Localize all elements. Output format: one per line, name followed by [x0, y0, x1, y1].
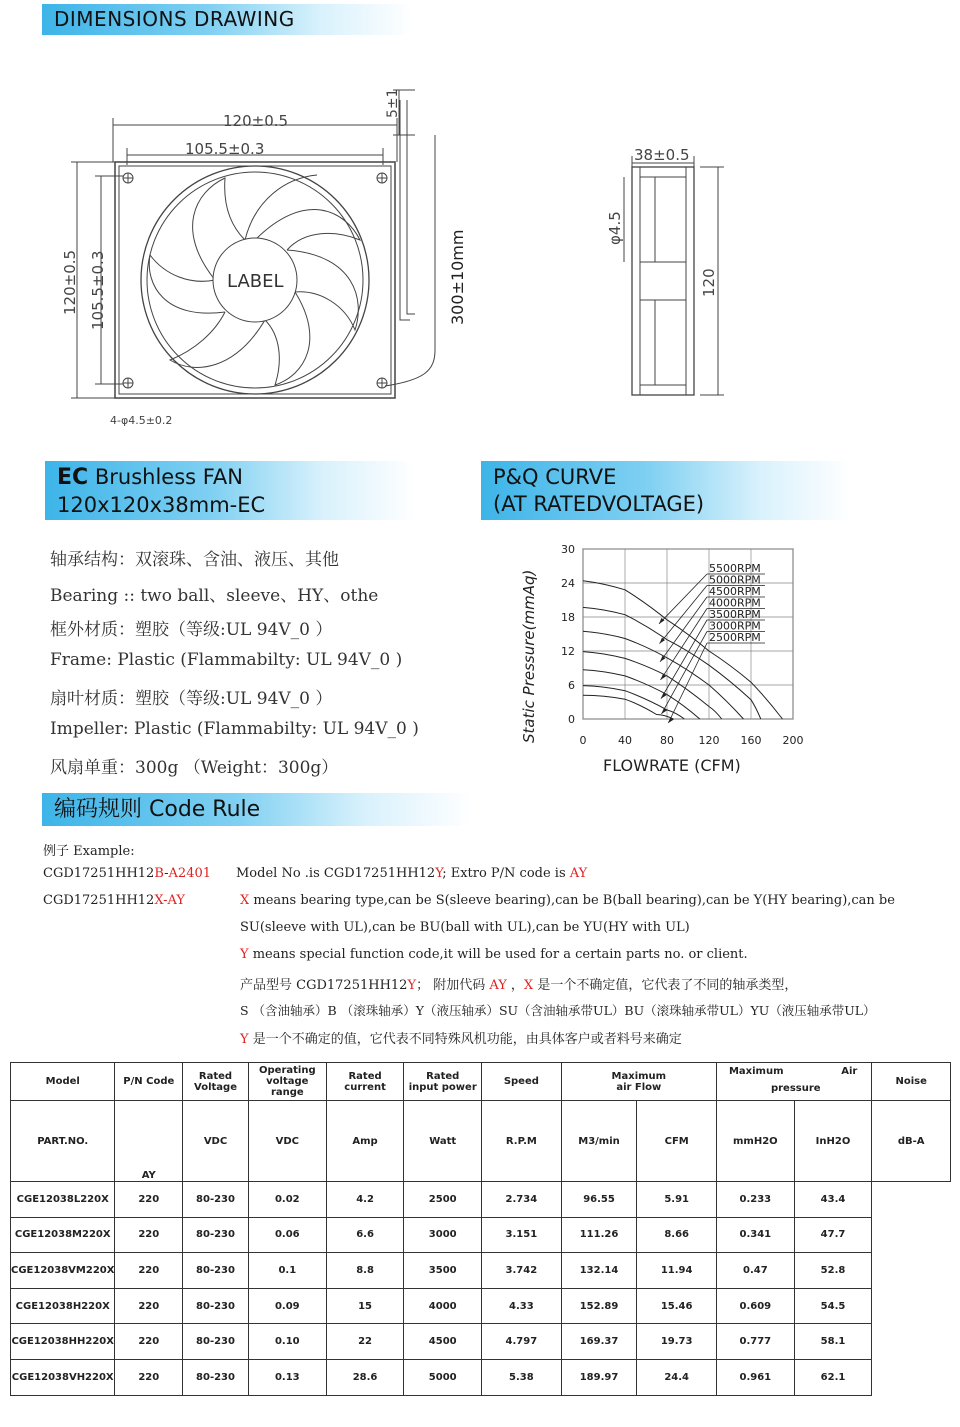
rule-line-6: S （含油轴承）B （滚珠轴承）Y（液压轴承）SU（含油轴承带UL）BU（滚珠轴承带UL）YU（液压轴承带UL）	[240, 1003, 876, 1018]
pq-ytick-label: 12	[561, 645, 575, 658]
table-cell: 4.2	[326, 1182, 404, 1218]
table-cell-model: CGE12038H220X	[11, 1288, 115, 1324]
rule-line-2	[240, 893, 895, 908]
example-code-2-base: CGD17251HH12	[43, 893, 155, 908]
th-pressure-1: Maximum	[728, 1066, 784, 1077]
th-pressure-3: pressure	[770, 1083, 821, 1094]
th-airflow-2: air Flow	[616, 1081, 662, 1093]
table-cell: 80-230	[183, 1182, 249, 1218]
table-cell: 132.14	[561, 1253, 637, 1289]
pq-chart	[510, 538, 840, 783]
rule-line-2-x: X	[240, 893, 250, 908]
rule-line-7	[240, 1028, 682, 1047]
rule-line-3: SU(sleeve with UL),can be BU(ball with UL),can be YU(HY with UL)	[240, 920, 690, 935]
table-cell-model: CGE12038VH220X	[11, 1359, 115, 1395]
table-cell: 8.66	[637, 1217, 717, 1253]
pq-legend-leader	[659, 574, 707, 624]
spec-table	[10, 1062, 951, 1396]
pq-legend-label: 5000RPM	[709, 573, 761, 587]
th-operating-range-1: Operating	[259, 1065, 316, 1076]
table-cell: 80-230	[183, 1324, 249, 1360]
pq-legend-label: 5500RPM	[709, 562, 761, 575]
example-code-1-b: B	[154, 866, 165, 881]
rule-line-5-b: ； 附加代码	[416, 978, 490, 993]
table-cell: 6.6	[326, 1217, 404, 1253]
dim-side-height: 120	[700, 268, 718, 297]
table-cell: 0.47	[716, 1253, 794, 1289]
unit-vdc: VDC	[183, 1101, 249, 1182]
th-rated-voltage-1: Rated	[198, 1070, 233, 1082]
table-cell: 169.37	[561, 1324, 637, 1360]
table-cell: 3.742	[482, 1253, 562, 1289]
table-row	[11, 1359, 951, 1395]
example-code-1	[43, 866, 211, 881]
th-airflow-1: Maximum	[611, 1070, 667, 1082]
table-cell: 28.6	[326, 1359, 404, 1395]
pq-legend-leader	[668, 643, 707, 723]
table-cell: 0.1	[248, 1253, 326, 1289]
pq-chart-ticks	[561, 543, 804, 747]
fan-header	[45, 461, 415, 520]
pq-ytick-label: 30	[561, 543, 575, 556]
table-cell: 220	[115, 1182, 183, 1218]
example-code-2	[43, 893, 185, 908]
table-cell: 0.02	[248, 1182, 326, 1218]
fan-header-ec: EC	[57, 465, 89, 490]
pq-legend-arrowhead	[668, 717, 674, 723]
pq-xtick-label: 120	[698, 734, 720, 747]
th-speed: Speed	[482, 1063, 562, 1101]
table-cell-model: CGE12038M220X	[11, 1217, 115, 1253]
rule-line-7-y: Y	[240, 1032, 249, 1047]
dim-side-hole: φ4.5	[606, 211, 624, 245]
pq-legend-label: 4500RPM	[709, 585, 761, 598]
table-cell: 62.1	[794, 1359, 872, 1395]
table-cell: 0.06	[248, 1217, 326, 1253]
pq-header	[481, 461, 851, 520]
table-header-row	[11, 1063, 951, 1101]
table-row	[11, 1253, 951, 1289]
table-row	[11, 1217, 951, 1253]
th-rated-voltage	[183, 1063, 249, 1101]
table-cell: 5.38	[482, 1359, 562, 1395]
pq-header-line2: (AT RATEDVOLTAGE)	[493, 492, 705, 516]
table-cell: 8.8	[326, 1253, 404, 1289]
dim-front-width-inner: 105.5±0.3	[185, 140, 265, 158]
code-rule-title: 编码规则 Code Rule	[54, 797, 261, 822]
rule-line-1-y: Y	[435, 866, 443, 881]
rule-line-4-y: Y	[240, 947, 249, 962]
dimensions-title: DIMENSIONS DRAWING	[54, 7, 295, 31]
rule-line-5-x: X	[523, 978, 534, 993]
table-cell: 3.151	[482, 1217, 562, 1253]
table-cell: 24.4	[637, 1359, 717, 1395]
pq-ytick-label: 6	[568, 679, 575, 692]
rule-line-5-c: ，	[506, 978, 524, 993]
table-body	[11, 1182, 951, 1396]
rule-line-4	[240, 947, 748, 962]
table-cell: 220	[115, 1253, 183, 1289]
table-cell: 0.777	[716, 1324, 794, 1360]
dim-front-width-outer: 120±0.5	[223, 112, 289, 130]
spec-impeller-cn: 扇叶材质：塑胶（等级:UL 94V_0 ）	[50, 689, 333, 709]
dim-lead: 5±1	[385, 88, 401, 118]
pq-series-line	[583, 695, 673, 719]
example-code-1-base: CGD17251HH12	[43, 866, 155, 881]
fan-header-line1: Brushless FAN	[88, 465, 244, 489]
rule-line-2-text: means bearing type,can be S(sleeve bearing),can be B(ball bearing),can be Y(HY bearing),can be	[249, 893, 895, 908]
table-cell: 220	[115, 1217, 183, 1253]
table-cell-model: CGE12038HH220X	[11, 1324, 115, 1360]
table-cell: 11.94	[637, 1253, 717, 1289]
table-cell: 58.1	[794, 1324, 872, 1360]
table-cell: 96.55	[561, 1182, 637, 1218]
table-cell: 19.73	[637, 1324, 717, 1360]
dim-side-depth: 38±0.5	[634, 146, 690, 164]
table-cell: 0.341	[716, 1217, 794, 1253]
pq-legend-arrowhead	[662, 708, 668, 714]
front-view-drawing	[55, 80, 475, 440]
pq-legend-label: 2500RPM	[709, 631, 761, 644]
dim-holes: 4-φ4.5±0.2	[110, 414, 173, 427]
pq-xtick-label: 80	[660, 734, 674, 747]
pq-chart-legend	[659, 562, 765, 723]
table-cell: 80-230	[183, 1359, 249, 1395]
table-cell: 111.26	[561, 1217, 637, 1253]
pq-legend-label: 3500RPM	[709, 608, 761, 621]
table-cell: 0.609	[716, 1288, 794, 1324]
table-row	[11, 1182, 951, 1218]
table-cell: 80-230	[183, 1253, 249, 1289]
pq-legend-label: 4000RPM	[709, 596, 761, 610]
pq-chart-ylabel: Static Pressure(mmAq)	[520, 569, 538, 743]
table-cell: 0.10	[248, 1324, 326, 1360]
unit-m3min: M3/min	[561, 1101, 637, 1182]
pq-ytick-label: 18	[561, 611, 575, 624]
table-cell: 0.233	[716, 1182, 794, 1218]
pq-xtick-label: 0	[579, 734, 587, 747]
example-code-1-dash: -	[164, 866, 169, 881]
rule-line-5	[240, 974, 797, 993]
spec-weight: 风扇单重：300g （Weight：300g）	[50, 758, 339, 778]
th-rated-voltage-2: Voltage	[194, 1081, 237, 1093]
fan-header-line2: 120x120x38mm-EC	[57, 493, 266, 517]
pq-legend-leader	[660, 586, 708, 644]
table-cell: 152.89	[561, 1288, 637, 1324]
spec-bearing-en: Bearing :: two ball、sleeve、HY、othe	[50, 586, 379, 606]
pq-legend-label: 3000RPM	[709, 619, 761, 633]
pq-xtick-label: 40	[618, 734, 632, 747]
rule-line-1-ay: AY	[569, 866, 588, 881]
th-rated-power-2: input power	[408, 1081, 477, 1093]
table-cell: 47.7	[794, 1217, 872, 1253]
pq-xtick-label: 160	[740, 734, 762, 747]
th-rated-current: Rated current	[326, 1063, 404, 1101]
rule-line-1-b: ; Extro P/N code is	[442, 866, 570, 881]
table-cell: 15	[326, 1288, 404, 1324]
pq-ytick-label: 0	[568, 713, 575, 726]
side-view-drawing	[600, 140, 740, 405]
table-cell: 80-230	[183, 1217, 249, 1253]
dimensions-header	[42, 4, 412, 35]
table-cell: 220	[115, 1324, 183, 1360]
rule-line-4-text: means special function code,it will be used for a certain parts no. or client.	[248, 947, 748, 962]
unit-mmh2o: mmH2O	[716, 1101, 794, 1182]
table-cell: 80-230	[183, 1288, 249, 1324]
table-units-row	[11, 1101, 951, 1182]
unit-amp: Amp	[326, 1101, 404, 1182]
th-pn-code: P/N Code	[115, 1063, 183, 1101]
table-cell: 52.8	[794, 1253, 872, 1289]
example-label: 例子 Example:	[43, 844, 135, 859]
unit-cfm: CFM	[637, 1101, 717, 1182]
table-cell: 0.961	[716, 1359, 794, 1395]
table-cell: 4.797	[482, 1324, 562, 1360]
spec-bearing-cn: 轴承结构：双滚珠、含油、液压、其他	[50, 550, 339, 570]
spec-frame-en: Frame: Plastic (Flammabilty: UL 94V_0 )	[50, 650, 403, 670]
example-code-1-suffix: A2401	[168, 866, 212, 881]
dim-front-height-inner: 105.5±0.3	[89, 250, 107, 330]
table-cell: 5.91	[637, 1182, 717, 1218]
table-cell: 43.4	[794, 1182, 872, 1218]
table-cell: 22	[326, 1324, 404, 1360]
spec-impeller-en: Impeller: Plastic (Flammabilty: UL 94V_0 )	[50, 719, 419, 739]
pq-header-line1: P&Q CURVE	[493, 465, 617, 489]
table-cell: 220	[115, 1288, 183, 1324]
rule-line-7-text: 是一个不确定的值，它代表不同特殊风机功能，由具体客户或者料号来确定	[248, 1032, 682, 1047]
table-cell: 0.13	[248, 1359, 326, 1395]
th-pressure	[716, 1063, 871, 1101]
unit-vdc-range: VDC	[248, 1101, 326, 1182]
th-model: Model	[11, 1063, 115, 1101]
unit-rpm: R.P.M	[482, 1101, 562, 1182]
rule-line-1	[236, 866, 587, 881]
th-operating-range-2: voltage range	[266, 1076, 309, 1098]
table-row	[11, 1288, 951, 1324]
pq-ytick-label: 24	[561, 577, 575, 590]
th-airflow	[561, 1063, 716, 1101]
table-cell: 5000	[404, 1359, 482, 1395]
example-code-2-suffix: X-AY	[154, 893, 185, 908]
pq-chart-xlabel: FLOWRATE (CFM)	[603, 756, 741, 775]
th-pressure-2: Air	[841, 1066, 858, 1077]
th-rated-power	[404, 1063, 482, 1101]
unit-dba: dB-A	[872, 1101, 951, 1182]
unit-inh2o: InH2O	[794, 1101, 872, 1182]
table-cell: 189.97	[561, 1359, 637, 1395]
table-cell: 3500	[404, 1253, 482, 1289]
table-cell: 54.5	[794, 1288, 872, 1324]
table-cell: 220	[115, 1359, 183, 1395]
rule-line-5-ay: AY	[489, 978, 507, 993]
pn-code-cell: AY	[115, 1101, 183, 1182]
pq-xtick-label: 200	[782, 734, 804, 747]
table-cell: 2.734	[482, 1182, 562, 1218]
table-cell: 2500	[404, 1182, 482, 1218]
table-cell-model: CGE12038L220X	[11, 1182, 115, 1218]
spec-frame-cn: 框外材质：塑胶（等级:UL 94V_0 ）	[50, 620, 333, 640]
rule-line-5-d: 是一个不确定值，它代表了不同的轴承类型，	[533, 978, 798, 993]
rule-line-5-y: Y	[407, 978, 417, 993]
th-noise: Noise	[872, 1063, 951, 1101]
table-cell: 0.09	[248, 1288, 326, 1324]
table-cell: 15.46	[637, 1288, 717, 1324]
table-cell: 4.33	[482, 1288, 562, 1324]
table-cell: 4000	[404, 1288, 482, 1324]
th-rated-power-1: Rated	[426, 1070, 460, 1082]
table-cell: 3000	[404, 1217, 482, 1253]
rule-line-1-a: Model No .is CGD17251HH12	[236, 866, 436, 881]
table-cell: 4500	[404, 1324, 482, 1360]
dim-cable: 300±10mm	[448, 229, 467, 325]
unit-part-no: PART.NO.	[11, 1101, 115, 1182]
unit-watt: Watt	[404, 1101, 482, 1182]
table-row	[11, 1324, 951, 1360]
table-cell-model: CGE12038VM220X	[11, 1253, 115, 1289]
rule-line-5-a: 产品型号 CGD17251HH12	[240, 978, 408, 993]
code-rule-header	[42, 793, 472, 826]
fan-label: LABEL	[227, 271, 284, 292]
dim-front-height-outer: 120±0.5	[61, 249, 79, 315]
th-operating-range	[248, 1063, 326, 1101]
